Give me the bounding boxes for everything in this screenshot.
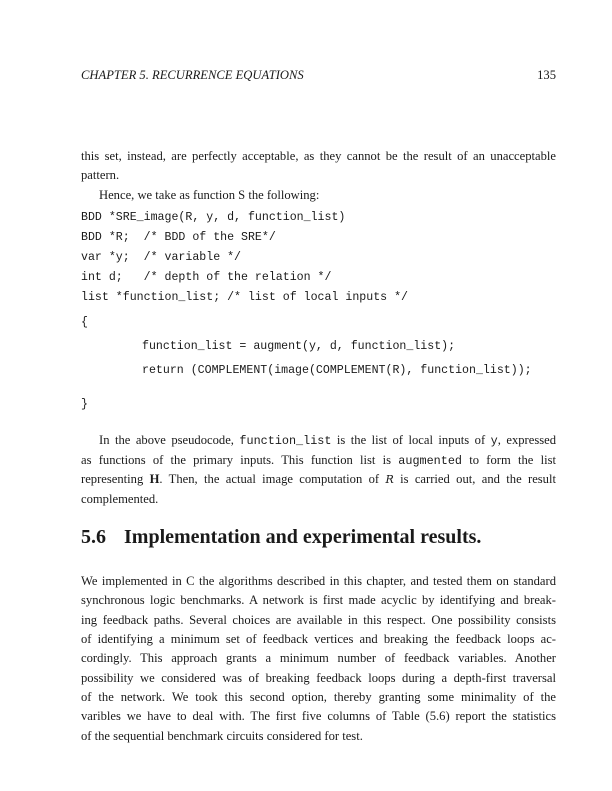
page-number: 135 [537, 68, 556, 82]
code-brace-open: { [81, 316, 88, 329]
body-line: of the network. We took this second option, thereby granting some minimality of the [81, 690, 556, 704]
text: representing [81, 472, 150, 486]
running-header [81, 68, 556, 83]
body-line: ing feedback paths. Several choices are available in this respect. One possibility consists [81, 613, 556, 627]
body-line: synchronous logic benchmarks. A network is first made acyclic by identifying and break- [81, 593, 556, 607]
code-term: function_list [239, 434, 332, 448]
code-term: augmented [398, 454, 462, 468]
math-symbol: H [149, 472, 160, 486]
code-line: BDD *R; /* BDD of the SRE*/ [81, 231, 276, 244]
body-line: varibles we have to deal with. The first five columns of Table (5.6) report the statistics [81, 709, 556, 723]
chapter-title: CHAPTER 5. RECURRENCE EQUATIONS [81, 68, 304, 82]
code-line: int d; /* depth of the relation */ [81, 271, 332, 284]
section-heading [81, 526, 481, 549]
text: to form the list [462, 453, 556, 467]
body-line: We implemented in C the algorithms described in this chapter, and tested them on standard [81, 574, 556, 588]
code-line: list *function_list; /* list of local inputs */ [81, 291, 408, 304]
code-line: function_list = augment(y, d, function_list); [142, 340, 456, 353]
code-brace-close: } [81, 398, 88, 411]
text: In the above pseudocode, [99, 433, 240, 447]
code-term: y [490, 434, 498, 448]
body-line: complemented. [81, 492, 159, 506]
section-title: Implementation and experimental results. [124, 526, 482, 548]
body-line: Hence, we take as function S the following: [99, 188, 320, 202]
code-line: return (COMPLEMENT(image(COMPLEMENT(R), function_list)); [142, 364, 532, 377]
body-line: this set, instead, are perfectly acceptable, as they cannot be the result of an unacceptable [81, 149, 556, 163]
section-number: 5.6 [81, 526, 106, 548]
code-line: var *y; /* variable */ [81, 251, 242, 264]
body-line [99, 432, 556, 448]
body-line: of identifying a minimum set of feedback vertices and breaking the feedback loops ac- [81, 632, 556, 646]
code-line: BDD *SRE_image(R, y, d, function_list) [81, 211, 346, 224]
text: is the list of local inputs of [331, 433, 491, 447]
math-symbol: R [385, 473, 394, 486]
body-line: of the sequential benchmark circuits considered for test. [81, 729, 363, 743]
text: , expressed [497, 433, 557, 447]
body-line [81, 471, 556, 487]
body-line: possibility we considered was of breaking feedback loops during a depth-first traversal [81, 671, 556, 685]
text: . Then, the actual image computation of [159, 472, 386, 486]
body-line: pattern. [81, 168, 120, 182]
text: is carried out, and the result [393, 472, 556, 486]
text: as functions of the primary inputs. This function list is [81, 453, 399, 467]
body-line: cordingly. This approach grants a minimum number of feedback variables. Another [81, 651, 556, 665]
body-line [81, 452, 556, 468]
